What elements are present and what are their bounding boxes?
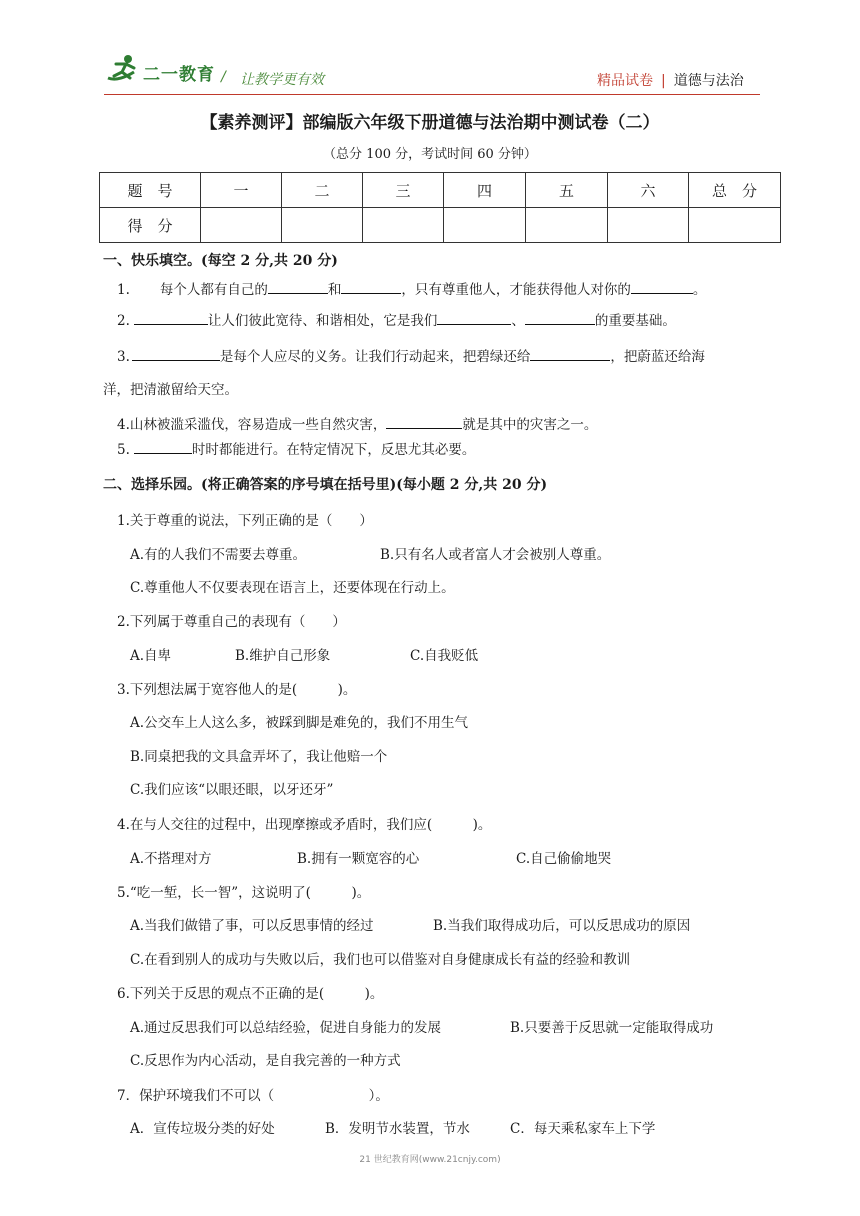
table-cell: 五: [526, 173, 608, 208]
table-cell: 四: [444, 173, 526, 208]
choice-question-4-stem: 4.在与人交往的过程中，出现摩擦或矛盾时，我们应( )。: [117, 817, 492, 833]
section-2-heading: 二、选择乐园。(将正确答案的序号填在括号里)(每小题 2 分,共 20 分): [103, 477, 548, 493]
score-cell[interactable]: [444, 208, 526, 243]
choice-option-a[interactable]: A.自卑: [130, 648, 172, 664]
choice-question-3-stem: 3.下列想法属于宽容他人的是( )。: [117, 682, 357, 698]
question-text: ，只有尊重他人，才能获得他人对你的: [401, 282, 631, 298]
header-subject: 道德与法治: [673, 73, 744, 89]
choice-option-a[interactable]: A.公交车上人这么多，被踩到脚是难免的，我们不用生气: [130, 715, 469, 731]
logo-text: 二一教育: [143, 65, 215, 85]
question-text: 和: [327, 282, 342, 298]
question-number: 2.: [117, 313, 130, 329]
fill-question-4: [117, 413, 597, 433]
answer-blank[interactable]: [134, 439, 192, 454]
choice-question-2-stem: 2.下列属于尊重自己的表现有（ ）: [117, 614, 346, 630]
choice-option-c[interactable]: C.自己偷偷地哭: [516, 851, 612, 867]
header-divider: |: [661, 73, 666, 89]
score-table-header-row: [100, 173, 781, 208]
page-subtitle: （总分 100 分，考试时间 60 分钟）: [323, 147, 537, 162]
question-text: 、: [511, 313, 525, 329]
section-1-heading: 一、快乐填空。(每空 2 分,共 20 分): [103, 253, 338, 269]
answer-blank[interactable]: [386, 414, 462, 429]
question-text: 。: [692, 282, 707, 298]
choice-option-b[interactable]: B.拥有一颗宽容的心: [297, 851, 420, 867]
question-text: 时时都能进行。在特定情况下，反思尤其必要。: [191, 442, 476, 458]
choice-option-b[interactable]: B.只要善于反思就一定能取得成功: [510, 1020, 714, 1036]
question-text: 让人们彼此宽待、和谐相处，它是我们: [207, 313, 438, 329]
choice-option-b[interactable]: B.同桌把我的文具盒弄坏了，我让他赔一个: [130, 749, 388, 765]
score-cell[interactable]: [689, 208, 781, 243]
choice-question-6-stem: 6.下列关于反思的观点不正确的是( )。: [117, 986, 384, 1002]
question-text: 就是其中的灾害之一。: [462, 417, 598, 433]
answer-blank[interactable]: [525, 310, 595, 325]
choice-option-b[interactable]: B.维护自己形象: [235, 648, 331, 664]
choice-option-b[interactable]: B．发明节水装置，节水: [325, 1121, 470, 1137]
answer-blank[interactable]: [530, 346, 610, 361]
table-cell: 得 分: [100, 208, 201, 243]
question-text: 每个人都有自己的: [159, 282, 268, 298]
choice-option-c[interactable]: C.反思作为内心活动，是自我完善的一种方式: [130, 1053, 401, 1069]
question-text: 山林被滥采滥伐，容易造成一些自然灾害，: [129, 417, 387, 433]
slogan: 让教学更有效: [240, 72, 324, 88]
table-cell: 六: [608, 173, 689, 208]
score-cell[interactable]: [201, 208, 282, 243]
header-rule: [104, 94, 760, 95]
fill-question-1: [117, 278, 706, 298]
question-number: 4.: [117, 417, 130, 433]
answer-blank[interactable]: [134, 310, 208, 325]
answer-blank[interactable]: [631, 279, 693, 294]
fill-question-3: [117, 345, 705, 365]
choice-question-1-stem: 1.关于尊重的说法，下列正确的是（ ）: [117, 513, 373, 529]
score-cell[interactable]: [526, 208, 608, 243]
choice-option-c[interactable]: C．每天乘私家车上下学: [510, 1121, 656, 1137]
fill-question-5: [117, 438, 475, 458]
choice-option-c[interactable]: C.在看到别人的成功与失败以后，我们也可以借鉴对自身健康成长有益的经验和教训: [130, 952, 631, 968]
answer-blank[interactable]: [437, 310, 511, 325]
choice-option-c[interactable]: C.自我贬低: [410, 648, 479, 664]
table-cell: 三: [363, 173, 444, 208]
question-number: 1.: [117, 282, 130, 298]
choice-option-a[interactable]: A.当我们做错了事，可以反思事情的经过: [130, 918, 374, 934]
score-cell[interactable]: [363, 208, 444, 243]
choice-question-7-stem: 7．保护环境我们不可以（ ）。: [117, 1088, 389, 1104]
question-number: 3.: [117, 349, 130, 365]
choice-option-c[interactable]: C.尊重他人不仅要表现在语言上，还要体现在行动上。: [130, 580, 455, 596]
page-title: 【素养测评】部编版六年级下册道德与法治期中测试卷（二）: [200, 113, 660, 133]
score-cell[interactable]: [282, 208, 363, 243]
question-text: ，把蔚蓝还给海: [610, 349, 705, 365]
score-table: [99, 172, 781, 243]
answer-blank[interactable]: [341, 279, 401, 294]
choice-option-b[interactable]: B.只有名人或者富人才会被别人尊重。: [380, 547, 611, 563]
choice-option-b[interactable]: B.当我们取得成功后，可以反思成功的原因: [433, 918, 691, 934]
table-cell: 二: [282, 173, 363, 208]
fill-question-3-continued: 洋，把清澈留给天空。: [103, 382, 238, 398]
answer-blank[interactable]: [132, 346, 220, 361]
question-text: 的重要基础。: [594, 313, 676, 329]
choice-option-c[interactable]: C.我们应该“以眼还眼，以牙还牙”: [130, 782, 334, 798]
header-slash: /: [221, 69, 226, 85]
table-cell: 一: [201, 173, 282, 208]
fill-question-2: [117, 309, 676, 329]
choice-option-a[interactable]: A.不搭理对方: [130, 851, 212, 867]
choice-option-a[interactable]: A．宣传垃圾分类的好处: [130, 1121, 275, 1137]
question-number: 5.: [117, 442, 130, 458]
header-tag: 精品试卷: [597, 73, 653, 89]
choice-option-a[interactable]: A.有的人我们不需要去尊重。: [130, 547, 307, 563]
choice-option-a[interactable]: A.通过反思我们可以总结经验，促进自身能力的发展: [130, 1020, 442, 1036]
choice-question-5-stem: 5.“吃一堑，长一智”，这说明了( )。: [117, 885, 371, 901]
runner-logo-icon: [104, 52, 144, 86]
question-text: 是每个人应尽的义务。让我们行动起来，把碧绿还给: [219, 349, 531, 365]
table-cell: 总 分: [689, 173, 781, 208]
table-cell: 题 号: [100, 173, 201, 208]
score-cell[interactable]: [608, 208, 689, 243]
answer-blank[interactable]: [268, 279, 328, 294]
score-table-score-row: [100, 208, 781, 243]
footer-source: 21 世纪教育网(www.21cnjy.com): [359, 1155, 501, 1165]
